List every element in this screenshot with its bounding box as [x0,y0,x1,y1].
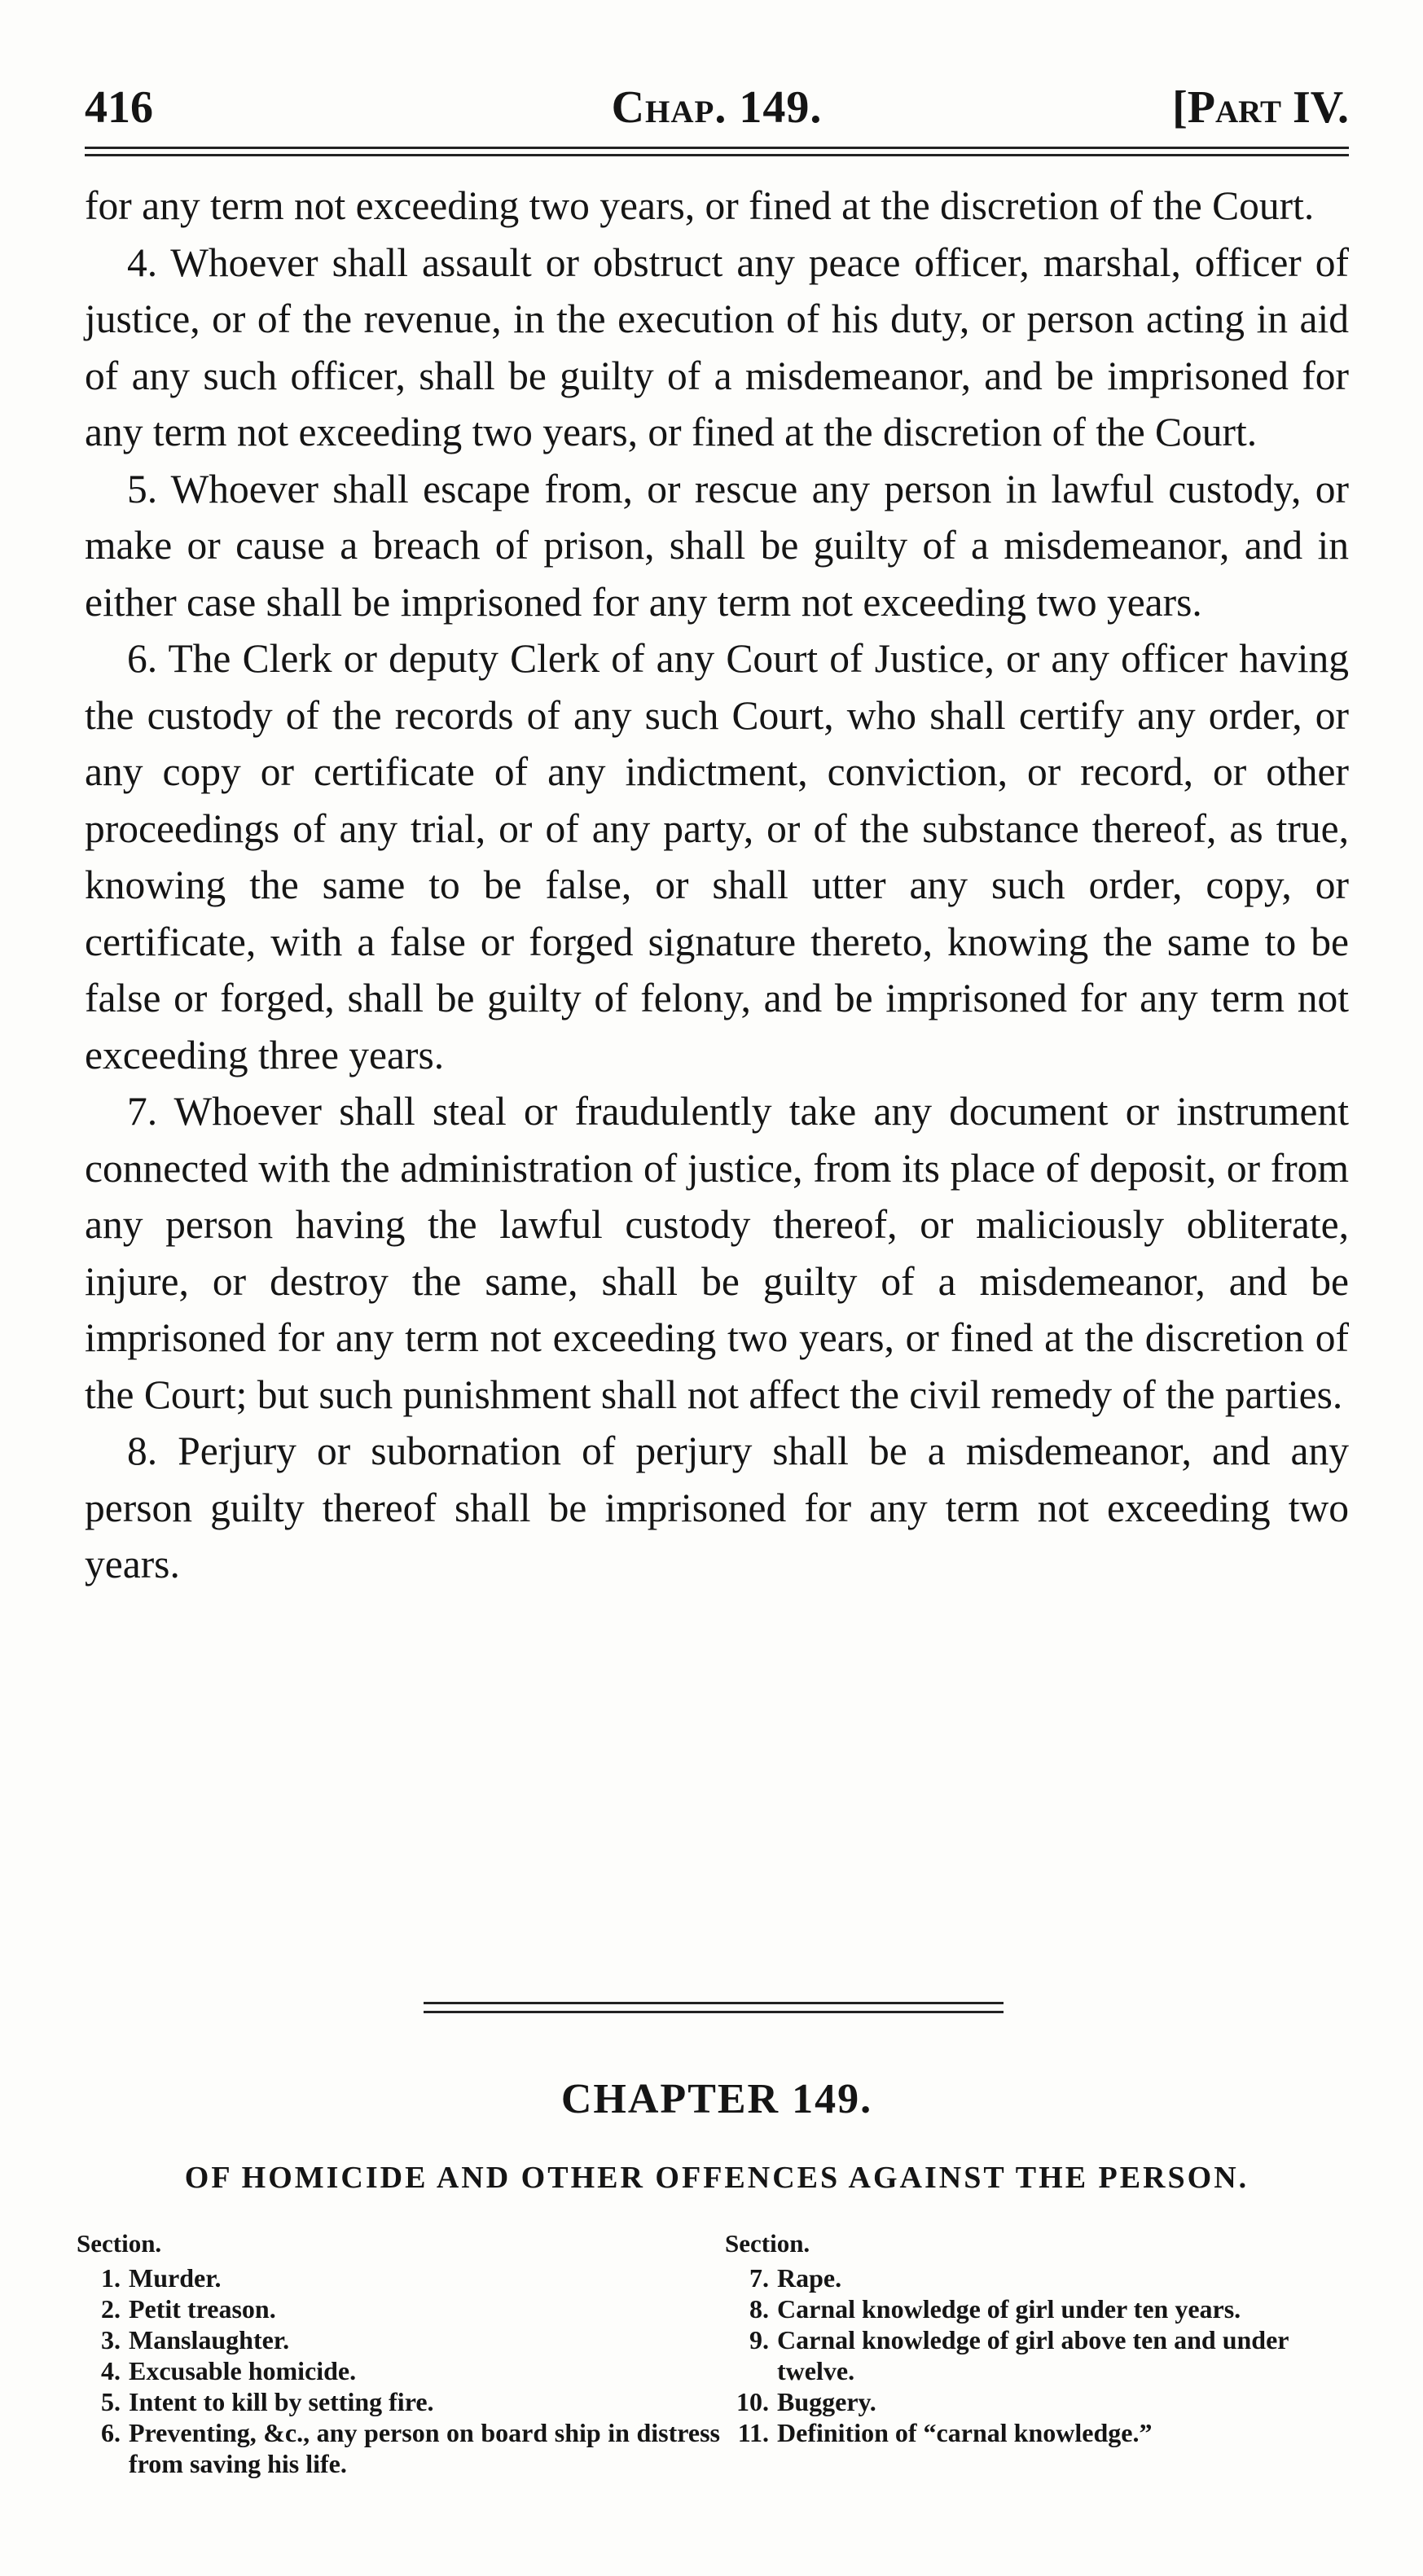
section-paragraph [85,461,1349,631]
section-number: 6. [127,636,158,681]
contents-text: Buggery. [777,2387,876,2416]
contents-number: 3. [101,2325,121,2354]
contents-number: 6. [101,2418,121,2447]
contents-item [77,2386,720,2417]
running-part-title: [Part IV. [1172,82,1349,133]
section-number: 8. [127,1428,158,1473]
section-paragraph [85,630,1349,1083]
contents-number: 5. [101,2387,121,2416]
contents-item [725,2293,1360,2324]
contents-number: 1. [101,2263,121,2293]
section-number: 5. [127,466,158,511]
contents-item [77,2293,720,2324]
contents-text: Carnal knowledge of girl above ten and under twelve. [777,2325,1289,2385]
contents-number: 9. [749,2325,769,2354]
section-paragraph [85,1423,1349,1593]
contents-number: 11. [737,2418,769,2447]
contents-item [725,2262,1360,2293]
contents-left-column [77,2228,720,2479]
contents-number: 8. [749,2294,769,2324]
contents-number: 7. [749,2263,769,2293]
contents-heading: Section. [77,2229,162,2258]
statute-text [85,178,1349,1593]
section-text: Whoever shall assault or obstruct any peace officer, marshal, officer of justice, or of the revenue, in the execution of his duty, or person acting in aid of any such officer, shall be guilty of a misdemeanor, and be imprisoned for any term not exceeding two years, or fined at the discretion of the Court. [85,239,1349,454]
section-paragraph [85,235,1349,461]
contents-number: 2. [101,2294,121,2324]
contents-number: 4. [101,2356,121,2385]
contents-text: Rape. [777,2263,842,2293]
page-number: 416 [85,82,153,133]
section-number: 4. [127,239,158,285]
section-text: Whoever shall steal or fraudulently take any document or instrument connected with the administration of justice, from its place of deposit, or from any person having the lawful custody thereof, or maliciously obliterate, injure, or destroy the same, shall be guilty of a misdemeanor, and be imprisoned for any term not exceeding two years, or fined at the discretion of the Court; but such punishment shall not affect the civil remedy of the parties. [85,1089,1349,1417]
contents-item [77,2417,720,2479]
header-rule [85,147,1349,156]
section-number: 7. [127,1089,158,1134]
contents-text: Murder. [129,2263,222,2293]
contents-item [77,2324,720,2355]
running-chapter-title: Chap. 149. [611,82,823,133]
contents-number: 10. [736,2387,769,2416]
contents-text: Manslaughter. [129,2325,290,2354]
contents-item [725,2386,1360,2417]
section-text: Perjury or subornation of perjury shall be a misdemeanor, and any person guilty thereof shall be imprisoned for any term not exceeding two years. [85,1428,1349,1586]
contents-text: Intent to kill by setting fire. [129,2387,434,2416]
contents-item [725,2324,1360,2386]
contents-text: Definition of “carnal knowledge.” [777,2418,1153,2447]
contents-heading: Section. [725,2229,810,2258]
contents-text: Preventing, &c., any person on board ship in distress from saving his life. [129,2418,720,2478]
contents-right-column [725,2228,1360,2448]
contents-text: Carnal knowledge of girl under ten years. [777,2294,1241,2324]
contents-text: Excusable homicide. [129,2356,357,2385]
contents-text: Petit treason. [129,2294,276,2324]
contents-item [77,2355,720,2386]
section-text: Whoever shall escape from, or rescue any person in lawful custody, or make or cause a breach of prison, shall be guilty of a misdemeanor, and in either case shall be imprisoned for any term not exceeding two years. [85,466,1349,625]
contents-item [725,2417,1360,2448]
section-paragraph [85,1083,1349,1423]
section-divider [424,2002,1004,2013]
section-text: The Clerk or deputy Clerk of any Court of Justice, or any officer having the custody of the records of any such Court, who shall certify any order, or any copy or certificate of any indictment, conviction, or record, or other proceedings of any trial, or of any party, or of the substance thereof, as true, knowing the same to be false, or shall utter any such order, copy, or certificate, with a false or forged signature thereto, knowing the same to be false or forged, shall be guilty of felony, and be imprisoned for any term not exceeding three years. [85,636,1350,1077]
running-header [85,81,1349,138]
contents-item [77,2262,720,2293]
continued-paragraph: for any term not exceeding two years, or fined at the discretion of the Court. [85,183,1315,228]
chapter-title: CHAPTER 149. [560,2076,873,2122]
chapter-subtitle: OF HOMICIDE AND OTHER OFFENCES AGAINST THE PERSON. [184,2161,1250,2195]
